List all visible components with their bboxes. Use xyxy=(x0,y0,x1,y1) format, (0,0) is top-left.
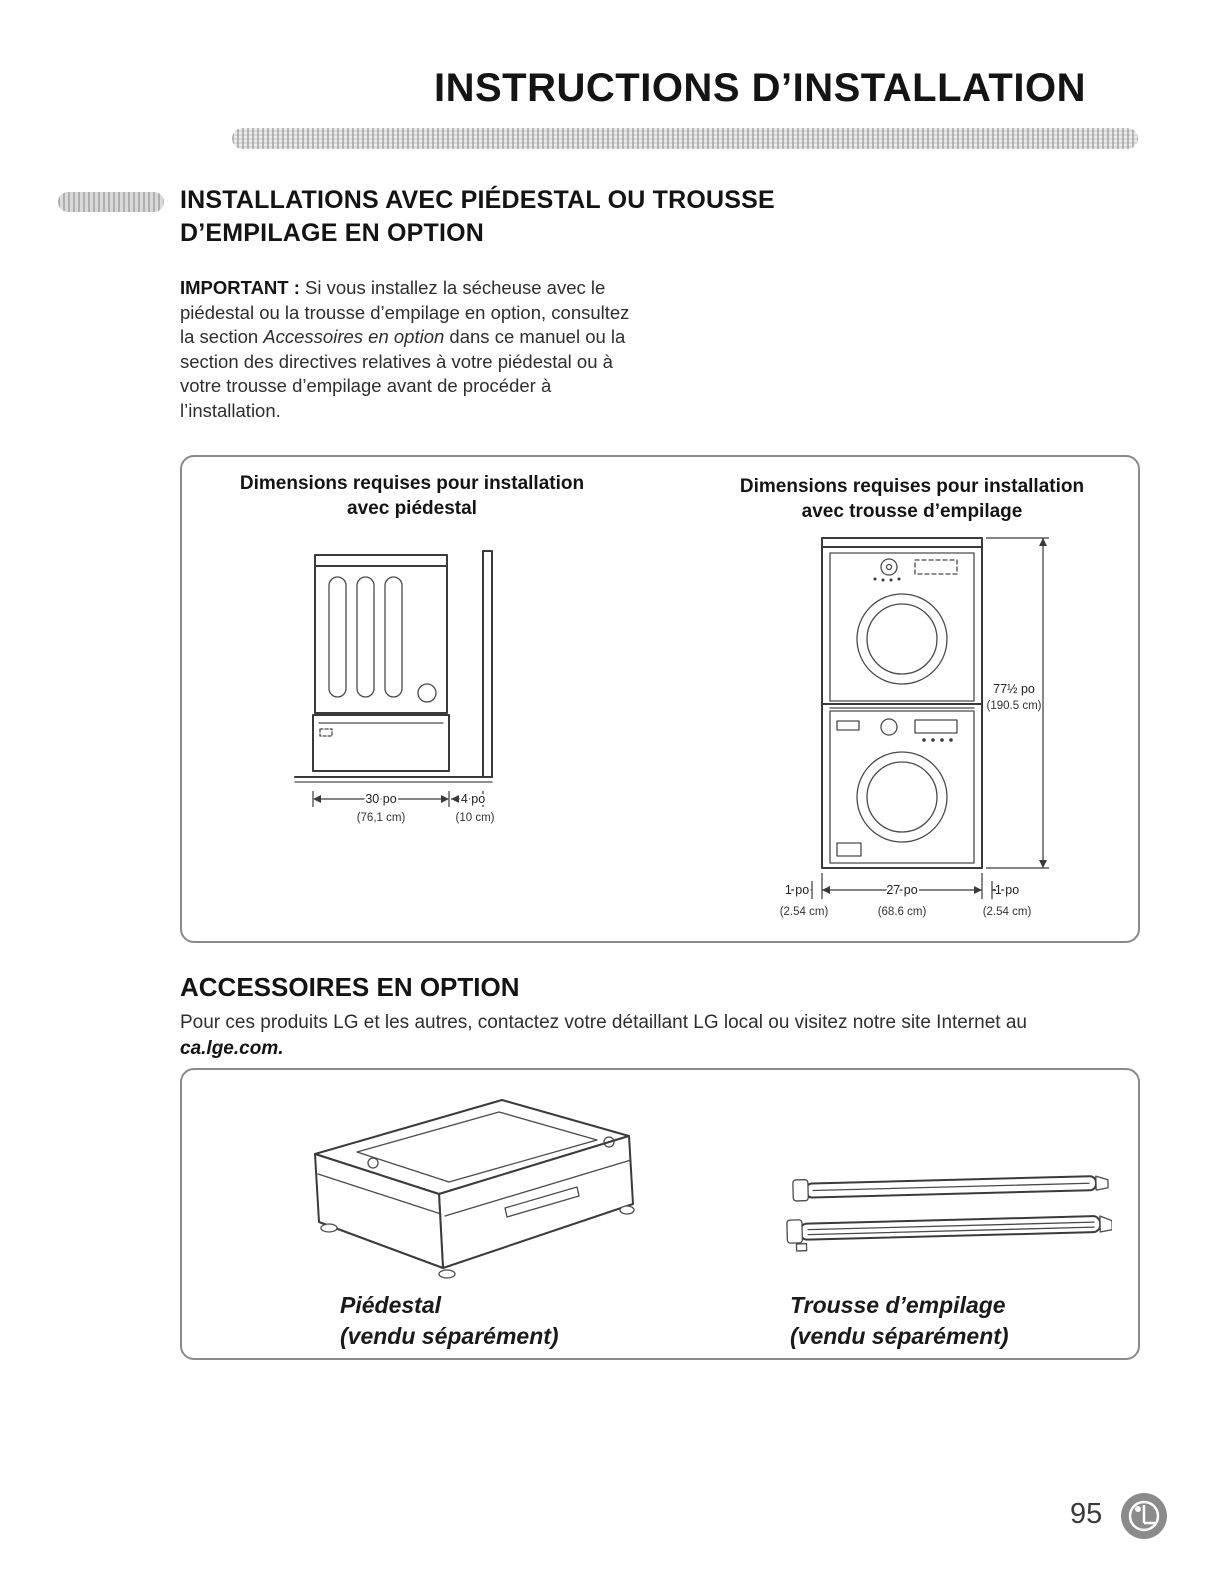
installation-dimensions-box xyxy=(180,455,1140,943)
stacking-width-cm: (68.6 cm) xyxy=(877,906,927,918)
page-title: INSTRUCTIONS D’INSTALLATION xyxy=(434,66,1086,110)
stacking-kit-caption xyxy=(790,1290,1009,1352)
pedestal-width-cm: (76,1 cm) xyxy=(356,812,406,824)
stacking-width-in: 27 po xyxy=(886,883,918,897)
important-note xyxy=(180,276,638,423)
section-heading xyxy=(180,184,775,250)
page-number: 95 xyxy=(1070,1498,1103,1530)
pedestal-diagram-title xyxy=(227,471,597,521)
pedestal-clearance-cm: (10 cm) xyxy=(455,812,495,824)
important-body-1: Si vous installez la sécheuse avec le piédestal ou la trousse d’empilage en option, consultez la section xyxy=(180,277,630,347)
pedestal-width-in: 30 po xyxy=(365,792,397,806)
wall-panel xyxy=(483,551,492,777)
stacking-right-clearance-cm: (2.54 cm) xyxy=(982,906,1032,918)
section-bullet xyxy=(58,192,164,212)
pedestal-caption-line1: Piédestal xyxy=(340,1292,441,1318)
dryer-on-pedestal-drawing xyxy=(295,551,492,782)
accessories-heading: ACCESSOIRES EN OPTION xyxy=(180,972,520,1002)
stacking-height-in: 77½ po xyxy=(993,682,1035,696)
pedestal-caption xyxy=(340,1290,559,1352)
stacking-diagram-title xyxy=(722,474,1102,524)
accessories-body xyxy=(180,1010,1028,1062)
lg-website-link: ca.lge.com. xyxy=(180,1038,284,1059)
stacking-right-clearance-in: 1 po xyxy=(994,883,1020,897)
stacking-kit-caption-line1: Trousse d’empilage xyxy=(790,1292,1006,1318)
optional-accessories-box xyxy=(180,1068,1140,1360)
pedestal-illustration xyxy=(277,1086,667,1301)
stacking-left-clearance-cm: (2.54 cm) xyxy=(779,906,829,918)
section-heading-line1: INSTALLATIONS AVEC PIÉDESTAL OU TROUSSE xyxy=(180,186,775,214)
pedestal-clearance-in: 4 po xyxy=(460,792,486,806)
stacking-diagram-title-line1: Dimensions requises pour installation xyxy=(739,476,1085,497)
stacking-installation-diagram xyxy=(777,533,1077,933)
accessories-body-text: Pour ces produits LG et les autres, contactez votre détaillant LG local ou visitez notre site Internet au xyxy=(180,1012,1028,1033)
stacking-kit-illustration xyxy=(782,1164,1112,1284)
section-heading-line2: D’EMPILAGE EN OPTION xyxy=(180,219,485,247)
stacking-diagram-title-line2: avec trousse d’empilage xyxy=(801,501,1023,522)
stacking-kit-caption-line2: (vendu séparément) xyxy=(790,1323,1009,1349)
stacking-left-clearance-in: 1 po xyxy=(784,883,810,897)
important-label: IMPORTANT : xyxy=(180,277,300,298)
stacked-units-drawing xyxy=(822,538,982,868)
pedestal-installation-diagram xyxy=(287,545,557,845)
pedestal-diagram-title-line1: Dimensions requises pour installation xyxy=(239,473,585,494)
lg-logo-icon xyxy=(1118,1490,1170,1542)
important-body-italic: Accessoires en option xyxy=(263,326,445,347)
pedestal-caption-line2: (vendu séparément) xyxy=(340,1323,559,1349)
pedestal-diagram-title-line2: avec piédestal xyxy=(347,498,477,519)
stacking-height-cm: (190.5 cm) xyxy=(986,700,1042,712)
title-underline-bar xyxy=(232,128,1138,149)
important-body-2: dans ce manuel ou la section des directives relatives à votre piédestal ou à votre trousse d’empilage avant de procéder à l’installation. xyxy=(180,326,626,421)
